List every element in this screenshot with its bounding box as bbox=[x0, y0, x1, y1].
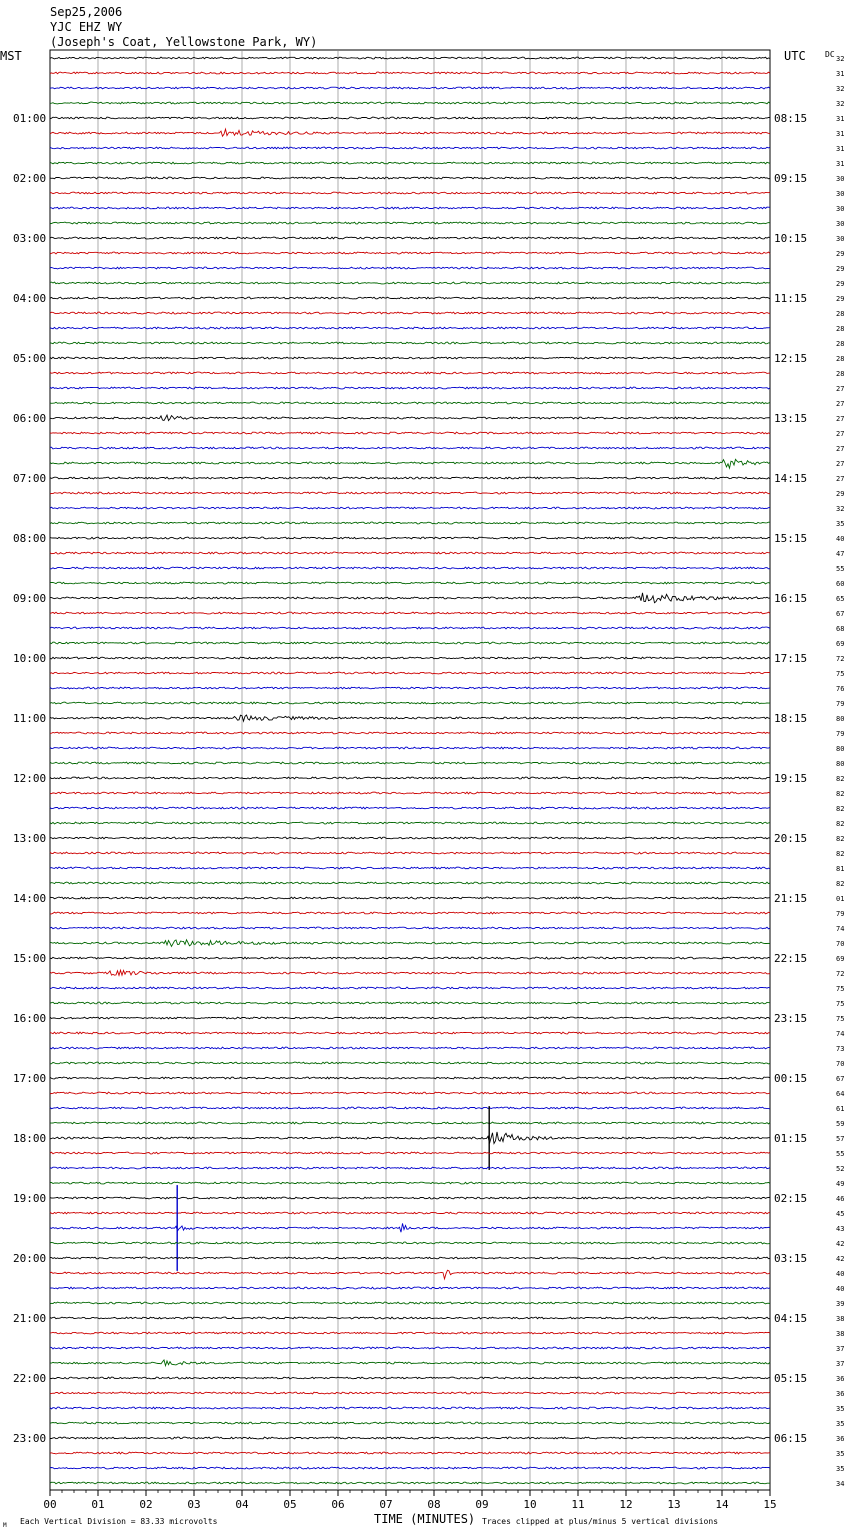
dc-column-label: DC bbox=[825, 50, 835, 59]
trace-row bbox=[50, 1392, 770, 1394]
trace-row bbox=[50, 1287, 770, 1289]
trace-row bbox=[50, 807, 770, 809]
dc-offset-label: 67 bbox=[836, 610, 845, 618]
x-tick-label: 11 bbox=[571, 1498, 585, 1511]
trace-row bbox=[50, 1242, 770, 1244]
left-hour-label: 11:00 bbox=[13, 712, 47, 725]
dc-offset-label: 49 bbox=[836, 1180, 845, 1188]
trace-row bbox=[50, 342, 770, 344]
trace-row bbox=[50, 57, 770, 59]
trace-row bbox=[50, 852, 770, 854]
trace-row bbox=[50, 1407, 770, 1409]
right-hour-label: 05:15 bbox=[774, 1372, 808, 1385]
dc-offset-label: 30 bbox=[836, 175, 845, 183]
dc-offset-label: 70 bbox=[836, 940, 845, 948]
dc-offset-label: 40 bbox=[836, 535, 845, 543]
right-timezone-label: UTC bbox=[784, 49, 806, 63]
trace-row bbox=[50, 927, 770, 929]
dc-offset-label: 35 bbox=[836, 520, 845, 528]
left-hour-label: 06:00 bbox=[13, 412, 47, 425]
dc-offset-label: 75 bbox=[836, 670, 845, 678]
dc-offset-label: 27 bbox=[836, 445, 845, 453]
dc-offset-label: 27 bbox=[836, 415, 845, 423]
trace-row bbox=[50, 312, 770, 314]
dc-offset-label: 70 bbox=[836, 1060, 845, 1068]
dc-offset-label: 29 bbox=[836, 280, 845, 288]
trace-rows bbox=[50, 57, 770, 1484]
dc-offset-label: 74 bbox=[836, 925, 845, 933]
trace-row bbox=[50, 867, 770, 869]
trace-row bbox=[50, 222, 770, 224]
trace-row bbox=[50, 87, 770, 89]
dc-offset-label: 36 bbox=[836, 1390, 845, 1398]
left-hour-label: 03:00 bbox=[13, 232, 47, 245]
right-hour-label: 02:15 bbox=[774, 1192, 808, 1205]
left-hour-label: 05:00 bbox=[13, 352, 47, 365]
trace-row bbox=[50, 1182, 770, 1184]
x-tick-label: 05 bbox=[283, 1498, 297, 1511]
dc-offset-label: 35 bbox=[836, 1405, 845, 1413]
dc-offset-label: 82 bbox=[836, 805, 845, 813]
left-hour-label: 16:00 bbox=[13, 1012, 47, 1025]
dc-offset-label: 38 bbox=[836, 1315, 845, 1323]
trace-row bbox=[50, 177, 770, 179]
trace-row bbox=[50, 1317, 770, 1319]
trace-row bbox=[50, 162, 770, 164]
x-tick-label: 03 bbox=[187, 1498, 201, 1511]
left-hour-label: 15:00 bbox=[13, 952, 47, 965]
corner-mark: M bbox=[3, 1522, 7, 1529]
dc-offset-label: 28 bbox=[836, 310, 845, 318]
plot-grid bbox=[50, 50, 770, 1490]
right-hour-label: 03:15 bbox=[774, 1252, 808, 1265]
dc-offset-label: 72 bbox=[836, 655, 845, 663]
trace-row bbox=[50, 1122, 770, 1124]
right-hour-label: 09:15 bbox=[774, 172, 808, 185]
dc-offset-label: 65 bbox=[836, 595, 845, 603]
right-hour-label: 21:15 bbox=[774, 892, 808, 905]
dc-offset-label: 32 bbox=[836, 55, 845, 63]
trace-row bbox=[50, 837, 770, 839]
trace-row bbox=[50, 1152, 770, 1154]
trace-row bbox=[50, 1002, 770, 1004]
left-hour-label: 19:00 bbox=[13, 1192, 47, 1205]
dc-offset-label: 82 bbox=[836, 835, 845, 843]
dc-offset-label: 27 bbox=[836, 430, 845, 438]
trace-row bbox=[50, 447, 770, 449]
dc-offset-label: 27 bbox=[836, 400, 845, 408]
trace-row bbox=[50, 1197, 770, 1199]
dc-offset-label: 69 bbox=[836, 955, 845, 963]
left-hour-label: 22:00 bbox=[13, 1372, 47, 1385]
dc-offset-label: 31 bbox=[836, 160, 845, 168]
left-timezone-label: MST bbox=[0, 49, 22, 63]
x-tick-label: 12 bbox=[619, 1498, 633, 1511]
dc-offset-label: 79 bbox=[836, 730, 845, 738]
dc-offset-label: 60 bbox=[836, 580, 845, 588]
dc-offset-label: 67 bbox=[836, 1075, 845, 1083]
dc-offset-label: 34 bbox=[836, 1480, 845, 1488]
trace-row bbox=[50, 1347, 770, 1349]
trace-row bbox=[50, 1167, 770, 1169]
trace-row bbox=[50, 1017, 770, 1019]
dc-offset-label: 39 bbox=[836, 1300, 845, 1308]
left-hour-label: 07:00 bbox=[13, 472, 47, 485]
dc-offset-label: 36 bbox=[836, 1435, 845, 1443]
dc-offset-label: 68 bbox=[836, 625, 845, 633]
trace-row bbox=[50, 492, 770, 494]
trace-row bbox=[50, 642, 770, 644]
trace-row bbox=[50, 672, 770, 674]
dc-offset-label: 52 bbox=[836, 1165, 845, 1173]
left-hour-label: 09:00 bbox=[13, 592, 47, 605]
dc-offset-label: 55 bbox=[836, 565, 845, 573]
dc-offset-label: 31 bbox=[836, 145, 845, 153]
trace-row bbox=[50, 1437, 770, 1439]
dc-offset-label: 61 bbox=[836, 1105, 845, 1113]
trace-row bbox=[50, 1360, 770, 1366]
dc-offset-label: 79 bbox=[836, 700, 845, 708]
dc-offset-label: 32 bbox=[836, 505, 845, 513]
dc-offset-label: 37 bbox=[836, 1345, 845, 1353]
trace-row bbox=[50, 1212, 770, 1214]
trace-row bbox=[50, 1467, 770, 1469]
trace-row bbox=[50, 459, 770, 468]
dc-offset-label: 29 bbox=[836, 295, 845, 303]
dc-offset-label: 29 bbox=[836, 250, 845, 258]
dc-offset-label: 32 bbox=[836, 85, 845, 93]
dc-offset-label: 81 bbox=[836, 865, 845, 873]
dc-offset-label: 40 bbox=[836, 1285, 845, 1293]
dc-offset-label: 82 bbox=[836, 850, 845, 858]
x-tick-label: 01 bbox=[91, 1498, 105, 1511]
trace-row bbox=[50, 627, 770, 629]
dc-offset-label: 59 bbox=[836, 1120, 845, 1128]
right-hour-label: 15:15 bbox=[774, 532, 808, 545]
trace-row bbox=[50, 72, 770, 74]
trace-row bbox=[50, 537, 770, 539]
trace-row bbox=[50, 1302, 770, 1304]
trace-row bbox=[50, 970, 770, 975]
dc-offset-label: 35 bbox=[836, 1450, 845, 1458]
right-hour-label: 04:15 bbox=[774, 1312, 808, 1325]
dc-offset-label: 73 bbox=[836, 1045, 845, 1053]
x-tick-label: 00 bbox=[43, 1498, 57, 1511]
left-hour-label: 21:00 bbox=[13, 1312, 47, 1325]
dc-offset-label: 42 bbox=[836, 1255, 845, 1263]
right-hour-label: 08:15 bbox=[774, 112, 808, 125]
trace-row bbox=[50, 192, 770, 194]
right-hour-label: 18:15 bbox=[774, 712, 808, 725]
dc-offset-label: 27 bbox=[836, 385, 845, 393]
trace-row bbox=[50, 612, 770, 614]
trace-row bbox=[50, 940, 770, 947]
trace-row bbox=[50, 777, 770, 779]
dc-offset-label: 79 bbox=[836, 910, 845, 918]
trace-row bbox=[50, 792, 770, 794]
trace-row bbox=[50, 357, 770, 359]
dc-offset-label: 64 bbox=[836, 1090, 845, 1098]
x-tick-label: 06 bbox=[331, 1498, 345, 1511]
trace-row bbox=[50, 1062, 770, 1064]
trace-row bbox=[50, 1257, 770, 1259]
left-hour-label: 12:00 bbox=[13, 772, 47, 785]
trace-row bbox=[50, 207, 770, 209]
trace-row bbox=[50, 129, 770, 136]
trace-row bbox=[50, 387, 770, 389]
left-hour-label: 10:00 bbox=[13, 652, 47, 665]
plot-frame bbox=[50, 50, 770, 1490]
trace-row bbox=[50, 507, 770, 509]
left-hour-label: 18:00 bbox=[13, 1132, 47, 1145]
dc-offset-label: 31 bbox=[836, 70, 845, 78]
right-hour-label: 22:15 bbox=[774, 952, 808, 965]
dc-offset-label: 28 bbox=[836, 325, 845, 333]
trace-row bbox=[50, 252, 770, 254]
left-hour-label: 08:00 bbox=[13, 532, 47, 545]
trace-row bbox=[50, 762, 770, 764]
trace-row bbox=[50, 1077, 770, 1079]
dc-offset-label: 46 bbox=[836, 1195, 845, 1203]
trace-row bbox=[50, 882, 770, 884]
trace-row bbox=[50, 687, 770, 689]
dc-offset-label: 80 bbox=[836, 760, 845, 768]
dc-offset-label: 01 bbox=[836, 895, 845, 903]
dc-offset-label: 30 bbox=[836, 220, 845, 228]
dc-offset-label: 40 bbox=[836, 1270, 845, 1278]
x-tick-label: 15 bbox=[763, 1498, 777, 1511]
trace-row bbox=[50, 1332, 770, 1334]
trace-row bbox=[50, 522, 770, 524]
right-hour-label: 16:15 bbox=[774, 592, 808, 605]
trace-row bbox=[50, 987, 770, 989]
dc-offset-label: 32 bbox=[836, 100, 845, 108]
trace-row bbox=[50, 912, 770, 914]
x-tick-label: 09 bbox=[475, 1498, 489, 1511]
x-tick-label: 14 bbox=[715, 1498, 729, 1511]
left-hour-label: 20:00 bbox=[13, 1252, 47, 1265]
dc-offset-label: 28 bbox=[836, 355, 845, 363]
dc-offset-label: 76 bbox=[836, 685, 845, 693]
right-hour-label: 10:15 bbox=[774, 232, 808, 245]
dc-offset-label: 27 bbox=[836, 475, 845, 483]
trace-row bbox=[50, 1482, 770, 1484]
dc-offset-label: 30 bbox=[836, 190, 845, 198]
dc-offset-label: 37 bbox=[836, 1360, 845, 1368]
dc-offset-label: 75 bbox=[836, 1000, 845, 1008]
left-hour-label: 02:00 bbox=[13, 172, 47, 185]
trace-row bbox=[50, 657, 770, 659]
dc-offset-label: 69 bbox=[836, 640, 845, 648]
x-tick-label: 07 bbox=[379, 1498, 393, 1511]
dc-offset-label: 82 bbox=[836, 880, 845, 888]
dc-offset-label: 36 bbox=[836, 1375, 845, 1383]
right-hour-label: 00:15 bbox=[774, 1072, 808, 1085]
left-hour-label: 23:00 bbox=[13, 1432, 47, 1445]
dc-offset-label: 31 bbox=[836, 115, 845, 123]
right-hour-label: 01:15 bbox=[774, 1132, 808, 1145]
trace-row bbox=[50, 1092, 770, 1094]
dc-offset-label: 57 bbox=[836, 1135, 845, 1143]
trace-row bbox=[50, 1107, 770, 1109]
trace-row bbox=[50, 1047, 770, 1049]
trace-row bbox=[50, 897, 770, 899]
right-hour-label: 13:15 bbox=[774, 412, 808, 425]
dc-offset-label: 47 bbox=[836, 550, 845, 558]
clip-note: Traces clipped at plus/minus 5 vertical divisions bbox=[482, 1517, 719, 1526]
right-hour-label: 06:15 bbox=[774, 1432, 808, 1445]
dc-offset-label: 72 bbox=[836, 970, 845, 978]
dc-offset-label: 29 bbox=[836, 265, 845, 273]
trace-row bbox=[50, 432, 770, 434]
left-hour-label: 14:00 bbox=[13, 892, 47, 905]
dc-offset-label: 55 bbox=[836, 1150, 845, 1158]
left-hour-label: 13:00 bbox=[13, 832, 47, 845]
trace-row bbox=[50, 1032, 770, 1034]
trace-row bbox=[50, 1223, 770, 1232]
trace-row bbox=[50, 147, 770, 149]
trace-row bbox=[50, 327, 770, 329]
right-hour-label: 19:15 bbox=[774, 772, 808, 785]
trace-row bbox=[50, 102, 770, 104]
dc-offset-label: 38 bbox=[836, 1330, 845, 1338]
right-hour-label: 17:15 bbox=[774, 652, 808, 665]
right-hour-label: 12:15 bbox=[774, 352, 808, 365]
x-tick-label: 02 bbox=[139, 1498, 153, 1511]
trace-row bbox=[50, 957, 770, 959]
trace-row bbox=[50, 582, 770, 584]
left-hour-label: 04:00 bbox=[13, 292, 47, 305]
left-hour-labels bbox=[13, 112, 46, 1445]
trace-row bbox=[50, 1132, 770, 1144]
right-hour-label: 14:15 bbox=[774, 472, 808, 485]
left-hour-label: 01:00 bbox=[13, 112, 47, 125]
dc-offset-label: 31 bbox=[836, 130, 845, 138]
right-hour-labels bbox=[774, 112, 807, 1445]
dc-offset-label: 45 bbox=[836, 1210, 845, 1218]
dc-offset-label: 30 bbox=[836, 205, 845, 213]
right-hour-label: 23:15 bbox=[774, 1012, 808, 1025]
left-hour-label: 17:00 bbox=[13, 1072, 47, 1085]
dc-offset-label: 74 bbox=[836, 1030, 845, 1038]
dc-offset-label: 82 bbox=[836, 820, 845, 828]
dc-offset-label: 42 bbox=[836, 1240, 845, 1248]
x-tick-label: 08 bbox=[427, 1498, 441, 1511]
x-tick-label: 10 bbox=[523, 1498, 537, 1511]
right-hour-label: 20:15 bbox=[774, 832, 808, 845]
trace-row bbox=[50, 1377, 770, 1379]
trace-row bbox=[50, 1270, 770, 1279]
dc-offset-label: 35 bbox=[836, 1465, 845, 1473]
dc-offset-label: 35 bbox=[836, 1420, 845, 1428]
station-location: (Joseph's Coat, Yellowstone Park, WY) bbox=[50, 35, 318, 49]
dc-offset-label: 43 bbox=[836, 1225, 845, 1233]
x-axis bbox=[43, 1490, 776, 1511]
trace-row bbox=[50, 297, 770, 299]
trace-row bbox=[50, 372, 770, 374]
dc-offset-label: 82 bbox=[836, 775, 845, 783]
trace-row bbox=[50, 567, 770, 569]
x-tick-label: 13 bbox=[667, 1498, 681, 1511]
trace-row bbox=[50, 593, 770, 603]
trace-row bbox=[50, 415, 770, 421]
trace-row bbox=[50, 267, 770, 269]
dc-offset-label: 75 bbox=[836, 985, 845, 993]
trace-row bbox=[50, 477, 770, 479]
scale-note: Each Vertical Division = 83.33 microvolts bbox=[20, 1517, 218, 1526]
trace-row bbox=[50, 747, 770, 749]
dc-offset-label: 29 bbox=[836, 490, 845, 498]
trace-row bbox=[50, 822, 770, 824]
trace-row bbox=[50, 702, 770, 704]
trace-row bbox=[50, 402, 770, 404]
dc-offset-label: 75 bbox=[836, 1015, 845, 1023]
dc-offset-labels bbox=[836, 55, 844, 1488]
station-code: YJC EHZ WY bbox=[50, 20, 123, 34]
trace-row bbox=[50, 282, 770, 284]
dc-offset-label: 80 bbox=[836, 745, 845, 753]
dc-offset-label: 82 bbox=[836, 790, 845, 798]
trace-row bbox=[50, 715, 770, 721]
dc-offset-label: 80 bbox=[836, 715, 845, 723]
dc-offset-label: 27 bbox=[836, 460, 845, 468]
x-axis-label: TIME (MINUTES) bbox=[374, 1512, 476, 1526]
trace-row bbox=[50, 732, 770, 734]
trace-row bbox=[50, 117, 770, 119]
dc-offset-label: 28 bbox=[836, 370, 845, 378]
trace-row bbox=[50, 1422, 770, 1424]
right-hour-label: 11:15 bbox=[774, 292, 808, 305]
dc-offset-label: 28 bbox=[836, 340, 845, 348]
dc-offset-label: 30 bbox=[836, 235, 845, 243]
trace-row bbox=[50, 1452, 770, 1454]
trace-row bbox=[50, 552, 770, 554]
station-date: Sep25,2006 bbox=[50, 5, 123, 19]
trace-row bbox=[50, 237, 770, 239]
x-tick-label: 04 bbox=[235, 1498, 249, 1511]
